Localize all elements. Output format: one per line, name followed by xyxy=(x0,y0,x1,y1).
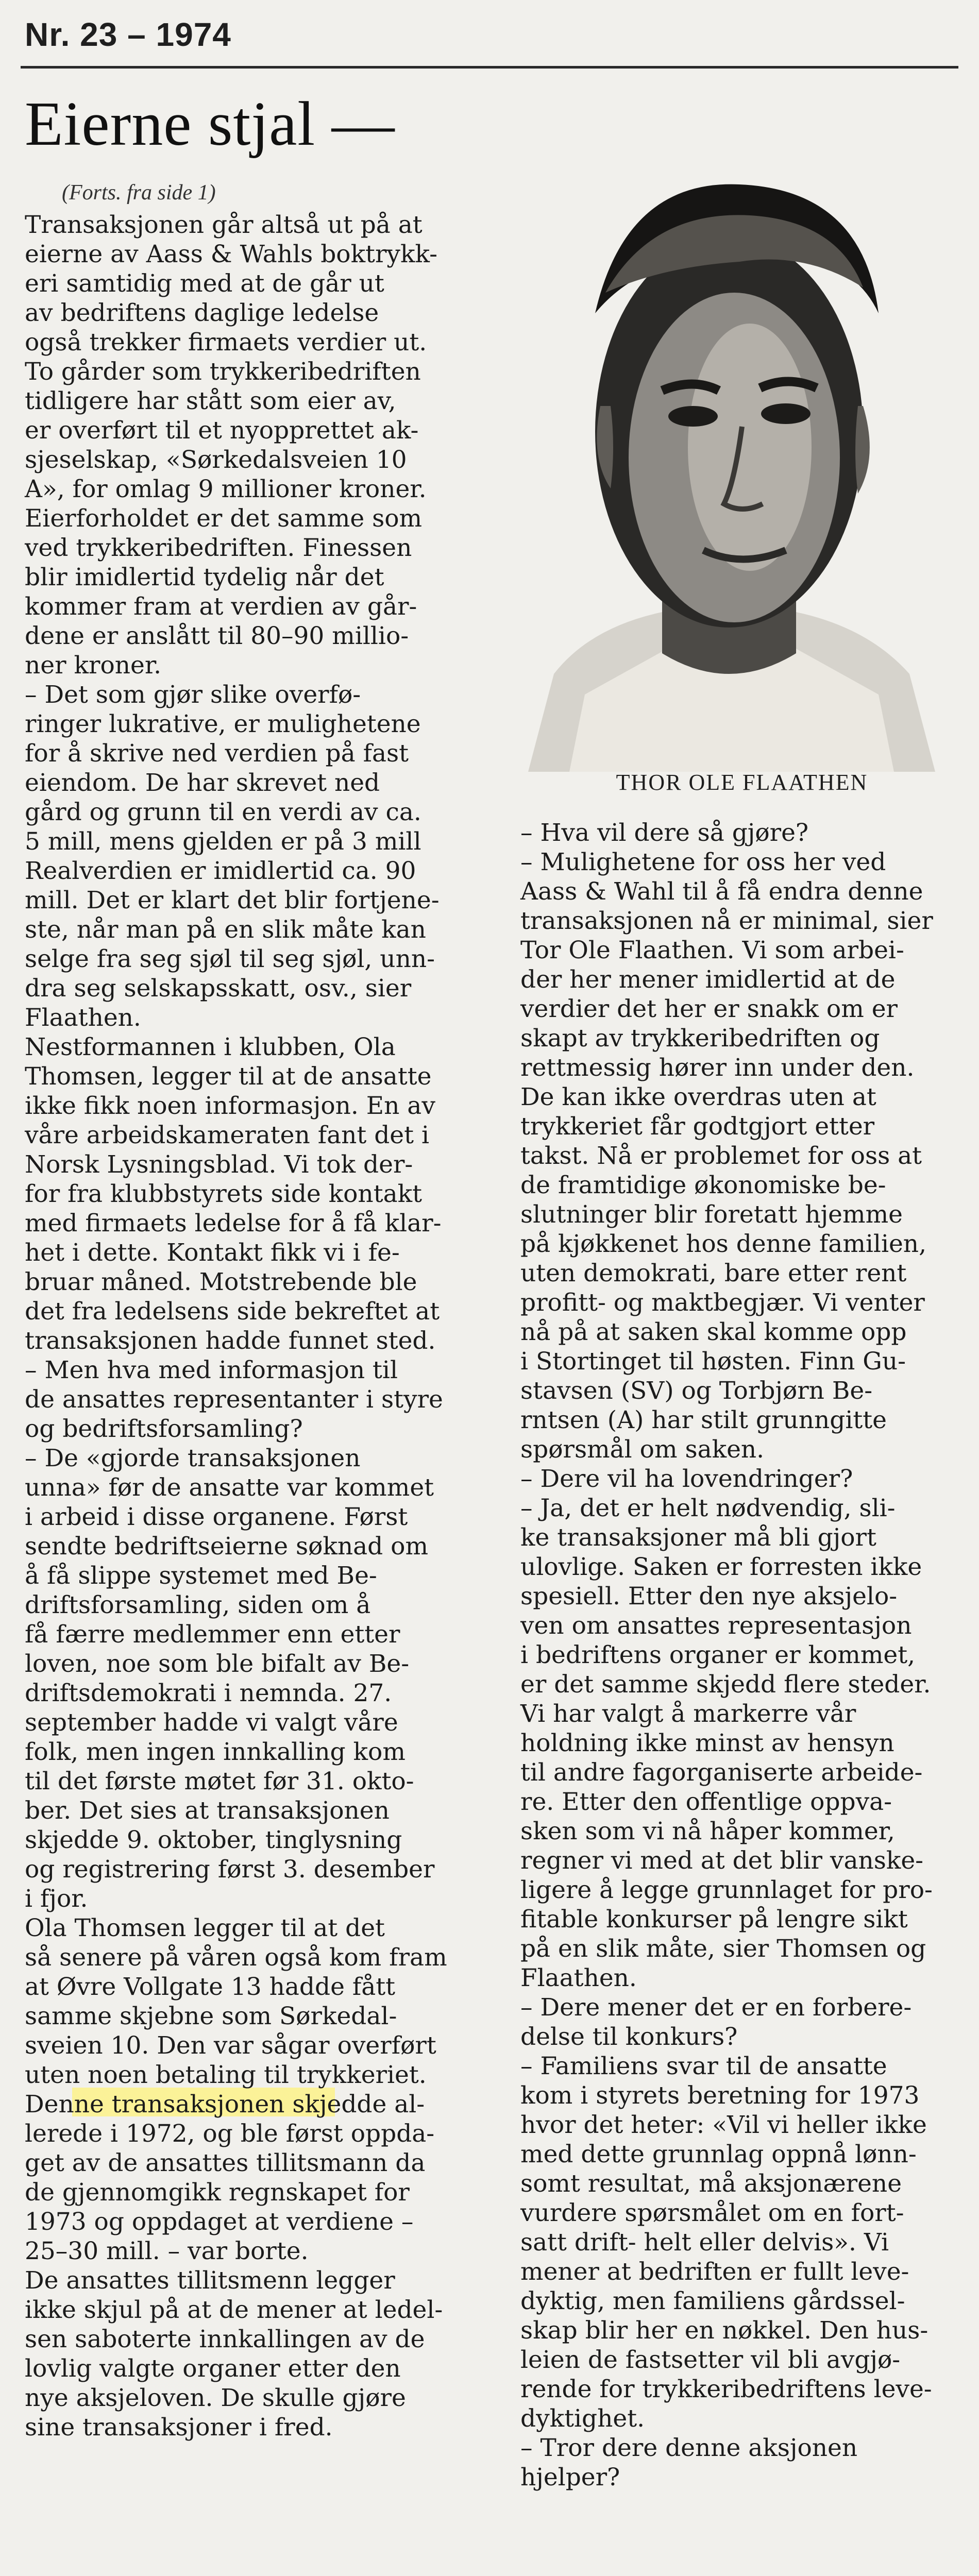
article-column-left: Transaksjonen går altså ut på at eierne av Aass & Wahls boktrykk- eri samtidig med at de går ut av bedriftens daglige ledelse også trekker firmaets verdier ut. To gårder som trykkeribedriften tidligere har stått som eier av, er overført til et nyopprettet ak- sjeselskap, «Sørkedalsveien 10 A», for omlag 9 millioner kroner. Eierforholdet er det samme som ved trykkeribedriften. Finessen blir imidlertid tydelig når det kommer fram at verdien av går- dene er anslått til 80–90 millio- ner kroner. – Det som gjør slike overfø- ringer lukrative, er mulighetene for å skrive ned verdien på fast eiendom. De har skrevet ned gård og grunn til en verdi av ca. 5 mill, mens gjelden er på 3 mill Realverdien er imidlertid ca. 90 mill. Det er klart det blir fortjene- ste, når man på en slik måte kan selge fra seg sjøl til seg sjøl, unn- dra seg selskapsskatt, osv., sier Flaathen. Nestformannen i klubben, Ola Thomsen, legger til at de ansatte ikke fikk noen informasjon. En av våre arbeidskameraten fant det i Norsk Lysningsblad. Vi tok der- for fra klubbstyrets side kontakt med firmaets ledelse for å få klar- het i dette. Kontakt fikk vi i fe- bruar måned. Motstrebende ble det fra ledelsens side bekreftet at transaksjonen hadde funnet sted. – Men hva med informasjon til de ansattes representanter i styre og bedriftsforsamling? – De «gjorde transaksjonen unna» før de ansatte var kommet i arbeid i disse organene. Først sendte bedriftseierne søknad om å få slippe systemet med Be- driftsforsamling, siden om å få færre medlemmer enn etter loven, noe som ble bifalt av Be- driftsdemokrati i nemnda. 27. september hadde vi valgt våre folk, men ingen innkalling kom til det første møtet før 31. okto- ber. Det sies at transaksjonen skjedde 9. oktober, tinglysning og registrering først 3. desember i fjor. Ola Thomsen legger til at det så senere på våren også kom fram at Øvre Vollgate 13 hadde fått samme skjebne som Sørkedal- sveien 10. Den var sågar overført uten noen betaling til trykkeriet. Denne transaksjonen skjedde al- lerede i 1972, og ble først oppda- get av de ansattes tillitsmann da de gjennomgikk regnskapet for 1973 og oppdaget at verdiene – 25–30 mill. – var borte. De ansattes tillitsmenn legger ikke skjul på at de mener at ledel- sen saboterte innkallingen av de lovlig valgte organer etter den nye aksjeloven. De skulle gjøre sine transaksjoner i fred. xyxy=(25,211,447,2442)
photo-caption: THOR OLE FLAATHEN xyxy=(616,770,868,795)
portrait-image xyxy=(508,97,953,772)
header-rule xyxy=(21,66,958,69)
article-headline: Eierne stjal — xyxy=(25,89,395,159)
issue-header: Nr. 23 – 1974 xyxy=(25,16,231,53)
portrait-photo xyxy=(508,97,953,772)
continuation-note: (Forts. fra side 1) xyxy=(62,181,216,205)
article-column-right: – Hva vil dere så gjøre? – Mulighetene for oss her ved Aass & Wahl til å få endra denne transaksjonen nå er minimal, sier Tor Ole Flaathen. Vi som arbei- der her mener imidlertid at de verdier det her er snakk om er skapt av trykkeribedriften og rettmessig hører inn under den. De kan ikke overdras uten at trykkeriet får godtgjort etter takst. Nå er problemet for oss at de framtidige økonomiske be- slutninger blir foretatt hjemme på kjøkkenet hos denne familien, uten demokrati, bare etter rent profitt- og maktbegjær. Vi venter nå på at saken skal komme opp i Stortinget til høsten. Finn Gu- stavsen (SV) og Torbjørn Be- rntsen (A) har stilt grunngitte spørsmål om saken. – Dere vil ha lovendringer? – Ja, det er helt nødvendig, sli- ke transaksjoner må bli gjort ulovlige. Saken er forresten ikke spesiell. Etter den nye aksjelo- ven om ansattes representasjon i bedriftens organer er kommet, er det samme skjedd flere steder. Vi har valgt å markerre vår holdning ikke minst av hensyn til andre fagorganiserte arbeide- re. Etter den offentlige oppva- sken som vi nå håper kommer, regner vi med at det blir vanske- ligere å legge grunnlaget for pro- fitable konkurser på lengre sikt på en slik måte, sier Thomsen og Flaathen. – Dere mener det er en forbere- delse til konkurs? – Familiens svar til de ansatte kom i styrets beretning for 1973 hvor det heter: «Vil vi heller ikke med dette grunnlag oppnå lønn- somt resultat, må aksjonærene vurdere spørsmålet om en fort- satt drift- helt eller delvis». Vi mener at bedriften er fullt leve- dyktig, men familiens gårdssel- skap blir her en nøkkel. Den hus- leien de fastsetter vil bli avgjø- rende for trykkeribedriftens leve- dyktighet. – Tror dere denne aksjonen hjelper? xyxy=(520,819,933,2492)
